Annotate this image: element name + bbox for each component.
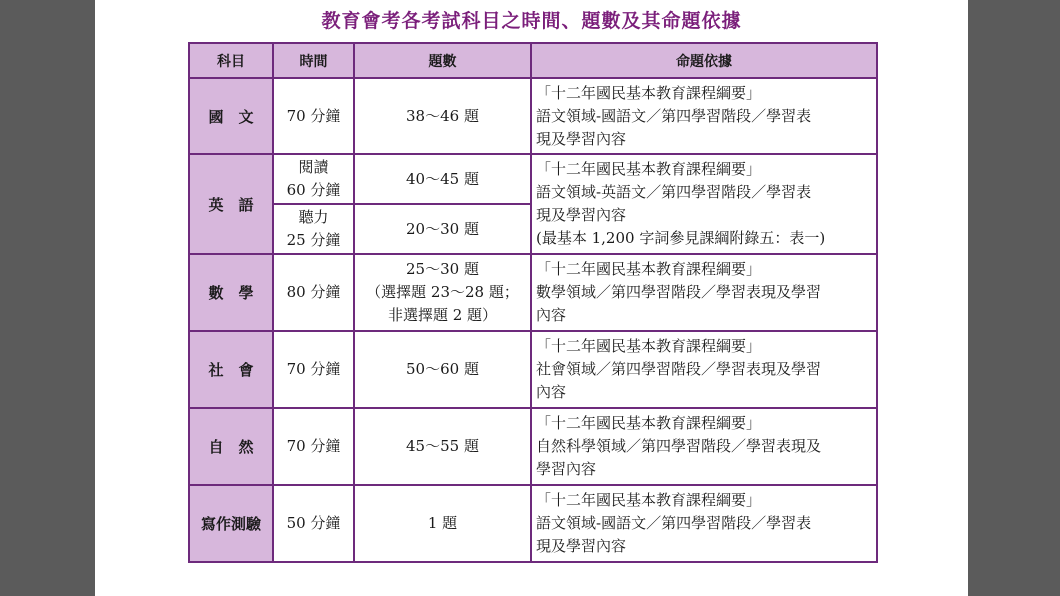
- time-cell: 70 分鐘: [273, 408, 354, 485]
- document-page: [95, 0, 968, 596]
- basis-line: 現及學習內容: [536, 206, 627, 224]
- count-cell: 50～60 題: [354, 331, 531, 408]
- time-cell: [273, 154, 354, 204]
- time-cell: 80 分鐘: [273, 254, 354, 331]
- basis-line: 「十二年國民基本教育課程綱要」: [536, 260, 762, 278]
- basis-cell: [531, 331, 877, 408]
- time-line: 60 分鐘: [286, 181, 341, 199]
- table-row: [189, 154, 877, 204]
- header-subject: 科目: [189, 43, 273, 78]
- subject-cell: 數 學: [189, 254, 273, 331]
- subject-cell: 自 然: [189, 408, 273, 485]
- count-cell: 38～46 題: [354, 78, 531, 154]
- basis-cell: [531, 485, 877, 562]
- basis-line: 語文領域-英語文／第四學習階段／學習表: [536, 183, 812, 201]
- subject-cell: 國 文: [189, 78, 273, 154]
- time-line: 閱讀: [298, 158, 329, 176]
- time-cell: 50 分鐘: [273, 485, 354, 562]
- time-cell: [273, 204, 354, 254]
- basis-line: 社會領域／第四學習階段／學習表現及學習: [536, 360, 822, 378]
- header-count: 題數: [354, 43, 531, 78]
- basis-line: 內容: [536, 383, 567, 401]
- basis-line: 「十二年國民基本教育課程綱要」: [536, 160, 762, 178]
- time-line: 聽力: [298, 208, 329, 226]
- subject-cell: 英 語: [189, 154, 273, 254]
- table-row: [189, 331, 877, 408]
- count-cell: 1 題: [354, 485, 531, 562]
- basis-line: 語文領域-國語文／第四學習階段／學習表: [536, 106, 812, 125]
- count-cell: 20～30 題: [354, 204, 531, 254]
- header-time: 時間: [273, 43, 354, 78]
- basis-line: 自然科學領域／第四學習階段／學習表現及: [536, 437, 822, 455]
- time-line: 25 分鐘: [286, 231, 341, 249]
- basis-cell: [531, 154, 877, 254]
- basis-line: 現及學習內容: [536, 537, 627, 555]
- count-cell: 45～55 題: [354, 408, 531, 485]
- count-line: 非選擇題 2 題）: [387, 306, 498, 324]
- time-cell: 70 分鐘: [273, 331, 354, 408]
- count-line: 25～30 題: [406, 260, 479, 278]
- subject-cell: 寫作測驗: [189, 485, 273, 562]
- basis-cell: [531, 254, 877, 331]
- basis-line: 學習內容: [536, 460, 597, 478]
- basis-line: 現及學習內容: [536, 129, 627, 148]
- table-row: [189, 485, 877, 562]
- basis-line: 數學領域／第四學習階段／學習表現及學習: [536, 283, 822, 301]
- basis-line: 「十二年國民基本教育課程綱要」: [536, 491, 762, 509]
- header-row: [189, 43, 877, 78]
- count-line: （選擇題 23～28 題；: [366, 283, 519, 301]
- header-basis: 命題依據: [531, 43, 877, 78]
- table-row: [189, 254, 877, 331]
- page-title: 教育會考各考試科目之時間、題數及其命題依據: [321, 10, 742, 32]
- basis-cell: [531, 408, 877, 485]
- basis-line: 「十二年國民基本教育課程綱要」: [536, 83, 762, 102]
- subject-cell: 社 會: [189, 331, 273, 408]
- basis-line: 「十二年國民基本教育課程綱要」: [536, 337, 762, 355]
- table-row: [189, 408, 877, 485]
- table-row: [189, 78, 877, 154]
- basis-line: 「十二年國民基本教育課程綱要」: [536, 414, 762, 432]
- basis-line: (最基本 1,200 字詞參見課綱附錄五：表一): [536, 229, 826, 247]
- count-cell: [354, 254, 531, 331]
- basis-line: 語文領域-國語文／第四學習階段／學習表: [536, 514, 812, 532]
- time-cell: 70 分鐘: [273, 78, 354, 154]
- exam-subjects-table: [188, 42, 878, 563]
- basis-line: 內容: [536, 306, 567, 324]
- basis-cell: [531, 78, 877, 154]
- count-cell: 40～45 題: [354, 154, 531, 204]
